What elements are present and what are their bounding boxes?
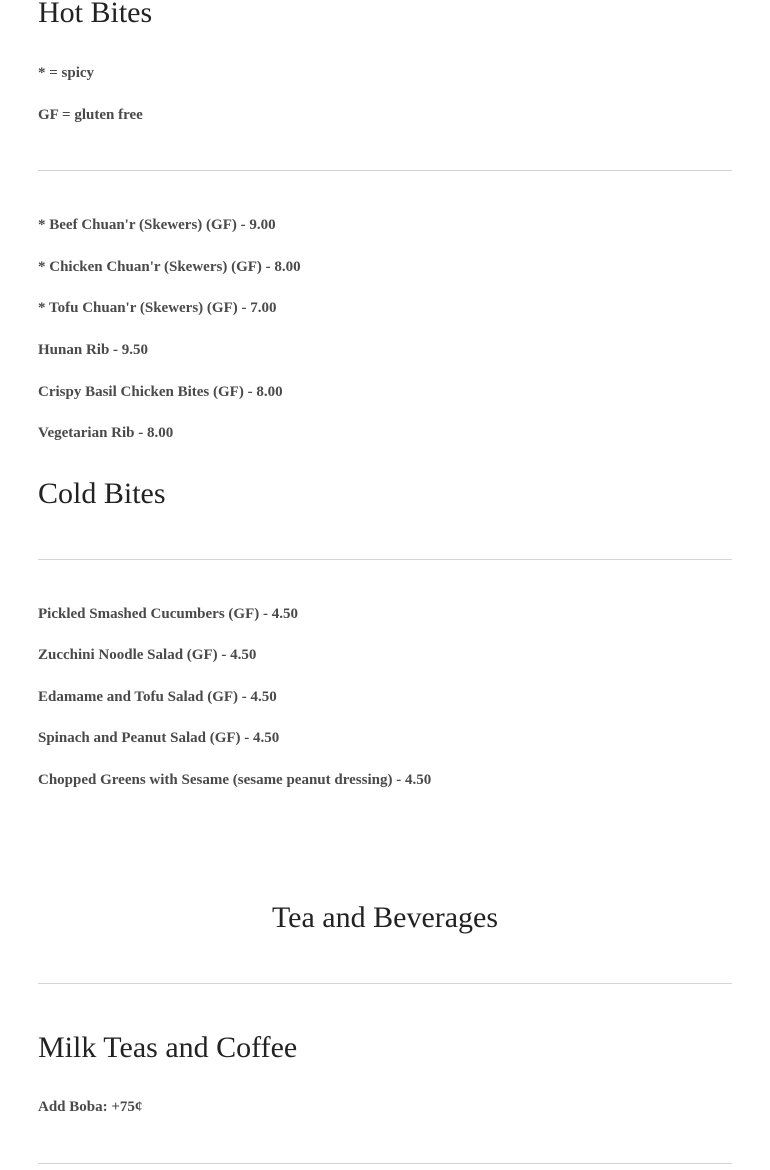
hot-bites-heading: Hot Bites	[38, 0, 153, 29]
menu-item: Edamame and Tofu Salad (GF) - 4.50	[38, 689, 277, 705]
tea-beverages-heading: Tea and Beverages	[271, 901, 499, 934]
menu-item: * Chicken Chuan'r (Skewers) (GF) - 8.00	[38, 259, 301, 275]
cold-bites-heading: Cold Bites	[38, 477, 166, 510]
divider	[38, 559, 732, 560]
menu-item: Spinach and Peanut Salad (GF) - 4.50	[38, 730, 280, 746]
divider	[38, 170, 732, 171]
legend-spicy: * = spicy	[38, 65, 95, 81]
add-boba-note: Add Boba: +75¢	[38, 1099, 143, 1115]
menu-item: * Beef Chuan'r (Skewers) (GF) - 9.00	[38, 217, 276, 233]
menu-item: * Tofu Chuan'r (Skewers) (GF) - 7.00	[38, 300, 277, 316]
menu-item: Hunan Rib - 9.50	[38, 342, 149, 358]
legend-gluten-free: GF = gluten free	[38, 107, 143, 123]
menu-item: Zucchini Noodle Salad (GF) - 4.50	[38, 647, 257, 663]
menu-item: Crispy Basil Chicken Bites (GF) - 8.00	[38, 384, 283, 400]
divider	[38, 1163, 732, 1164]
menu-item: Chopped Greens with Sesame (sesame peanut dressing) - 4.50	[38, 772, 432, 788]
menu-item: Vegetarian Rib - 8.00	[38, 425, 174, 441]
milk-teas-heading: Milk Teas and Coffee	[38, 1031, 298, 1064]
divider	[38, 983, 732, 984]
menu-item: Pickled Smashed Cucumbers (GF) - 4.50	[38, 606, 298, 622]
